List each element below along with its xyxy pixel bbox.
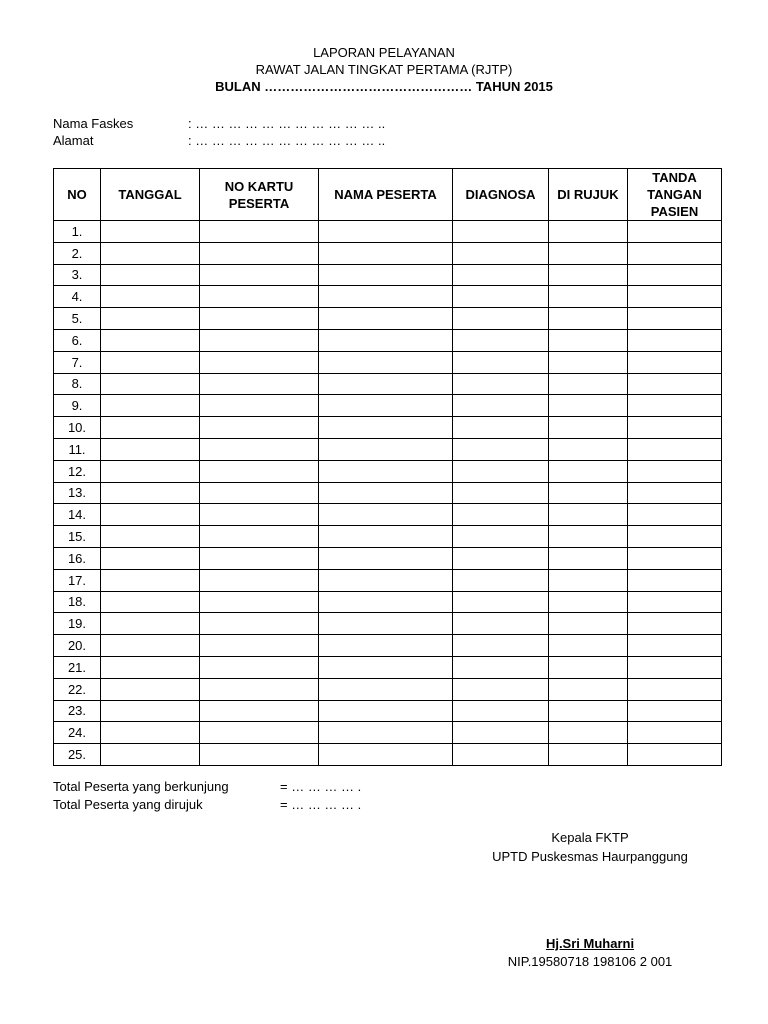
col-header-no: NO [54, 169, 101, 221]
col-header-nama: NAMA PESERTA [319, 169, 453, 221]
table-cell [319, 373, 453, 395]
row-number: 6. [54, 329, 101, 351]
table-cell [453, 722, 549, 744]
table-row [54, 678, 722, 700]
table-cell [319, 460, 453, 482]
signatory-name: Hj.Sri Muharni [545, 936, 635, 951]
row-number: 15. [54, 526, 101, 548]
table-row [54, 286, 722, 308]
total-label: Total Peserta yang berkunjung [53, 779, 229, 794]
table-cell [453, 242, 549, 264]
table-cell [200, 722, 319, 744]
signature-role: Kepala FKTP [551, 830, 629, 845]
table-cell [549, 547, 628, 569]
table-cell [101, 700, 200, 722]
table-cell [628, 591, 722, 613]
table-cell [628, 569, 722, 591]
table-cell [101, 613, 200, 635]
table-cell [453, 547, 549, 569]
table-cell [319, 613, 453, 635]
table-cell [549, 482, 628, 504]
info-value: : … … … … … … … … … … … .. [188, 116, 386, 131]
table-cell [453, 286, 549, 308]
table-cell [319, 722, 453, 744]
table-cell [319, 744, 453, 766]
table-cell [101, 438, 200, 460]
table-cell [200, 460, 319, 482]
row-number: 18. [54, 591, 101, 613]
table-header-row [54, 169, 722, 221]
table-cell [319, 395, 453, 417]
table-cell [319, 700, 453, 722]
table-cell [453, 504, 549, 526]
table-cell [549, 395, 628, 417]
table-cell [549, 242, 628, 264]
table-cell [549, 678, 628, 700]
table-row [54, 308, 722, 330]
total-value: = … … … … . [280, 779, 362, 794]
table-cell [101, 308, 200, 330]
signature-block [450, 935, 730, 971]
row-number: 5. [54, 308, 101, 330]
facility-info [53, 115, 385, 149]
table-cell [200, 308, 319, 330]
table-cell [628, 438, 722, 460]
table-cell [628, 221, 722, 243]
table-cell [628, 460, 722, 482]
table-cell [101, 591, 200, 613]
table-cell [101, 656, 200, 678]
table-row [54, 482, 722, 504]
table-cell [628, 308, 722, 330]
col-header-tanggal: TANGGAL [101, 169, 200, 221]
table-cell [319, 504, 453, 526]
table-cell [628, 417, 722, 439]
table-cell [453, 373, 549, 395]
table-cell [628, 351, 722, 373]
table-cell [549, 329, 628, 351]
table-cell [549, 308, 628, 330]
table-cell [549, 656, 628, 678]
table-cell [200, 438, 319, 460]
table-cell [549, 722, 628, 744]
table-cell [453, 329, 549, 351]
table-cell [453, 526, 549, 548]
table-cell [200, 264, 319, 286]
table-cell [549, 460, 628, 482]
table-cell [453, 591, 549, 613]
table-cell [549, 221, 628, 243]
table-cell [453, 351, 549, 373]
row-number: 25. [54, 744, 101, 766]
row-number: 20. [54, 635, 101, 657]
table-cell [549, 569, 628, 591]
table-cell [628, 504, 722, 526]
table-cell [453, 482, 549, 504]
service-table [53, 168, 722, 766]
table-cell [319, 351, 453, 373]
table-cell [453, 395, 549, 417]
col-header-diagnosa: DIAGNOSA [453, 169, 549, 221]
table-cell [101, 526, 200, 548]
table-cell [549, 373, 628, 395]
table-cell [319, 286, 453, 308]
table-cell [628, 547, 722, 569]
table-cell [200, 221, 319, 243]
table-cell [101, 373, 200, 395]
table-cell [319, 264, 453, 286]
table-cell [101, 635, 200, 657]
table-cell [101, 722, 200, 744]
table-cell [319, 308, 453, 330]
table-row [54, 744, 722, 766]
table-cell [200, 547, 319, 569]
table-cell [453, 438, 549, 460]
title-line-1: LAPORAN PELAYANAN [313, 45, 455, 60]
row-number: 10. [54, 417, 101, 439]
info-row-alamat [53, 132, 385, 149]
table-cell [549, 635, 628, 657]
table-cell [101, 504, 200, 526]
row-number: 24. [54, 722, 101, 744]
table-cell [101, 678, 200, 700]
row-number: 2. [54, 242, 101, 264]
col-header-dirujuk: DI RUJUK [549, 169, 628, 221]
row-number: 19. [54, 613, 101, 635]
table-cell [453, 613, 549, 635]
table-cell [200, 526, 319, 548]
table-cell [549, 744, 628, 766]
table-cell [319, 656, 453, 678]
table-row [54, 635, 722, 657]
table-cell [549, 351, 628, 373]
table-cell [549, 504, 628, 526]
table-cell [200, 656, 319, 678]
table-row [54, 460, 722, 482]
table-cell [628, 264, 722, 286]
table-cell [200, 417, 319, 439]
table-cell [453, 744, 549, 766]
row-number: 23. [54, 700, 101, 722]
row-number: 1. [54, 221, 101, 243]
title-line-2: RAWAT JALAN TINGKAT PERTAMA (RJTP) [255, 62, 513, 77]
row-number: 21. [54, 656, 101, 678]
info-label: Alamat [53, 133, 94, 148]
table-cell [101, 547, 200, 569]
table-cell [200, 678, 319, 700]
row-number: 4. [54, 286, 101, 308]
table-cell [453, 460, 549, 482]
table-cell [628, 395, 722, 417]
table-cell [628, 700, 722, 722]
table-row [54, 613, 722, 635]
signature-title [450, 828, 730, 866]
table-cell [200, 569, 319, 591]
col-header-tanda-tangan: TANDA TANGAN PASIEN [628, 169, 722, 221]
table-cell [453, 308, 549, 330]
total-label: Total Peserta yang dirujuk [53, 797, 203, 812]
row-number: 12. [54, 460, 101, 482]
table-cell [628, 635, 722, 657]
table-cell [200, 613, 319, 635]
table-cell [101, 242, 200, 264]
table-row [54, 395, 722, 417]
table-cell [453, 700, 549, 722]
table-cell [200, 482, 319, 504]
table-cell [453, 635, 549, 657]
row-number: 13. [54, 482, 101, 504]
table-cell [549, 286, 628, 308]
table-cell [200, 744, 319, 766]
row-number: 14. [54, 504, 101, 526]
info-row-faskes [53, 115, 385, 132]
table-row [54, 351, 722, 373]
totals [53, 778, 361, 814]
table-row [54, 526, 722, 548]
row-number: 8. [54, 373, 101, 395]
table-row [54, 656, 722, 678]
table-cell [628, 482, 722, 504]
table-cell [453, 678, 549, 700]
table-cell [319, 591, 453, 613]
table-cell [319, 221, 453, 243]
table-cell [628, 744, 722, 766]
table-cell [319, 635, 453, 657]
table-cell [549, 591, 628, 613]
report-title [0, 44, 768, 95]
table-row [54, 242, 722, 264]
table-cell [628, 373, 722, 395]
table-row [54, 221, 722, 243]
table-cell [101, 482, 200, 504]
table-cell [101, 417, 200, 439]
table-cell [200, 395, 319, 417]
table-row [54, 417, 722, 439]
table-cell [101, 395, 200, 417]
total-visits [53, 778, 361, 796]
table-cell [200, 286, 319, 308]
table-cell [628, 678, 722, 700]
table-row [54, 722, 722, 744]
table-cell [101, 460, 200, 482]
table-cell [319, 482, 453, 504]
signatory-nip: NIP.19580718 198106 2 001 [507, 954, 673, 969]
info-value: : … … … … … … … … … … … .. [188, 133, 386, 148]
table-cell [101, 286, 200, 308]
table-cell [453, 221, 549, 243]
table-cell [453, 417, 549, 439]
table-cell [101, 569, 200, 591]
table-row [54, 591, 722, 613]
total-value: = … … … … . [280, 797, 362, 812]
table-row [54, 504, 722, 526]
table-cell [319, 242, 453, 264]
table-cell [101, 264, 200, 286]
table-cell [200, 591, 319, 613]
row-number: 11. [54, 438, 101, 460]
table-row [54, 700, 722, 722]
table-row [54, 264, 722, 286]
row-number: 3. [54, 264, 101, 286]
signature-office: UPTD Puskesmas Haurpanggung [492, 849, 688, 864]
table-cell [319, 569, 453, 591]
table-cell [549, 700, 628, 722]
table-row [54, 569, 722, 591]
table-cell [628, 526, 722, 548]
table-cell [200, 373, 319, 395]
table-row [54, 438, 722, 460]
table-cell [453, 264, 549, 286]
table-cell [628, 242, 722, 264]
table-cell [200, 504, 319, 526]
table-cell [200, 635, 319, 657]
table-cell [200, 242, 319, 264]
table-cell [101, 351, 200, 373]
table-cell [101, 329, 200, 351]
row-number: 16. [54, 547, 101, 569]
table-cell [549, 526, 628, 548]
col-header-no-kartu: NO KARTU PESERTA [200, 169, 319, 221]
info-label: Nama Faskes [53, 116, 134, 131]
table-cell [200, 700, 319, 722]
table-cell [319, 526, 453, 548]
table-cell [319, 329, 453, 351]
table-cell [628, 656, 722, 678]
table-row [54, 373, 722, 395]
table-cell [101, 221, 200, 243]
table-cell [200, 351, 319, 373]
table-cell [319, 438, 453, 460]
row-number: 9. [54, 395, 101, 417]
table-cell [549, 417, 628, 439]
table-cell [628, 286, 722, 308]
row-number: 22. [54, 678, 101, 700]
row-number: 7. [54, 351, 101, 373]
row-number: 17. [54, 569, 101, 591]
table-row [54, 329, 722, 351]
table-cell [628, 722, 722, 744]
table-cell [549, 438, 628, 460]
table-cell [549, 613, 628, 635]
table-cell [453, 569, 549, 591]
table-cell [453, 656, 549, 678]
table-cell [200, 329, 319, 351]
table-row [54, 547, 722, 569]
table-cell [319, 547, 453, 569]
table-cell [549, 264, 628, 286]
table-cell [628, 329, 722, 351]
title-line-3: BULAN ………………………………………… TAHUN 2015 [215, 79, 553, 94]
table-cell [319, 678, 453, 700]
table-cell [101, 744, 200, 766]
total-referred [53, 796, 361, 814]
table-cell [319, 417, 453, 439]
table-cell [628, 613, 722, 635]
